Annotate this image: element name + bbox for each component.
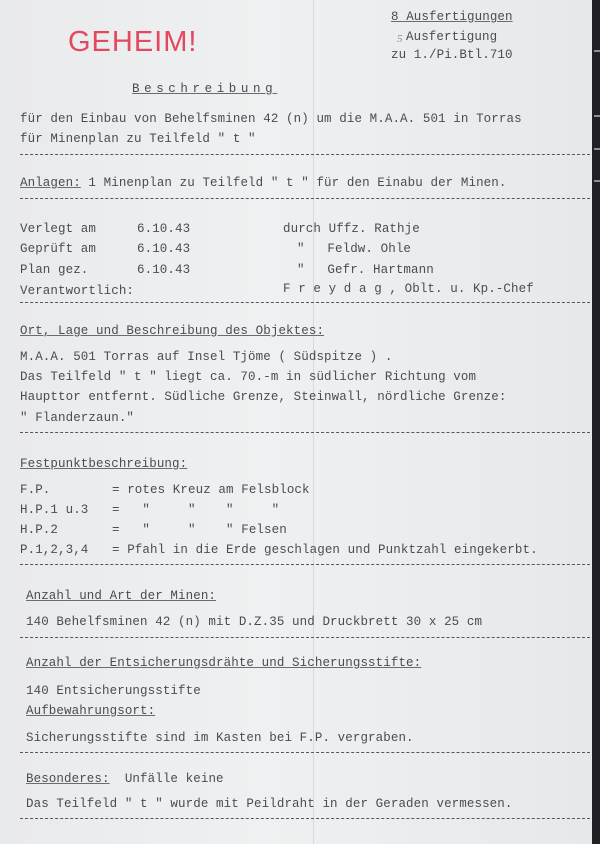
record-date: 6.10.43 (137, 242, 191, 256)
record-label: Geprüft am (20, 242, 97, 256)
secret-stamp: GEHEIM! (68, 26, 198, 58)
divider (20, 818, 590, 819)
festpunkt-heading: Festpunktbeschreibung: (20, 457, 188, 471)
festpunkt-key: H.P.2 (20, 523, 59, 537)
responsible-label: Verantwortlich: (20, 284, 135, 298)
festpunkt-value: = " " " Felsen (112, 523, 287, 537)
storage-text: Sicherungsstifte sind im Kasten bei F.P. vergraben. (26, 731, 414, 745)
anlagen-label: Anlagen: (20, 176, 81, 190)
divider (20, 432, 590, 433)
edge-mark (594, 180, 600, 182)
safety-count: 140 Entsicherungsstifte (26, 684, 201, 698)
location-line: M.A.A. 501 Torras auf Insel Tjöme ( Südspitze ) . (20, 350, 393, 364)
location-line: Haupttor entfernt. Südliche Grenze, Steinwall, nördliche Grenze: (20, 390, 507, 404)
location-line: " Flanderzaun." (20, 411, 135, 425)
festpunkt-key: H.P.1 u.3 (20, 503, 89, 517)
record-date: 6.10.43 (137, 222, 191, 236)
record-date: 6.10.43 (137, 263, 191, 277)
document-title: Beschreibung (132, 82, 278, 96)
festpunkt-value: = " " " " (112, 503, 280, 517)
divider (20, 198, 590, 199)
festpunkt-key: P.1,2,3,4 (20, 543, 89, 557)
intro-line-2: für Minenplan zu Teilfeld " t " (20, 132, 256, 146)
divider (20, 564, 590, 565)
record-by: durch Uffz. Rathje (283, 222, 420, 236)
special-label: Besonderes: (26, 772, 110, 786)
special-text: Unfälle keine (124, 772, 224, 786)
special-note: Das Teilfeld " t " wurde mit Peildraht in der Geraden vermessen. (26, 797, 513, 811)
edge-mark (594, 50, 600, 52)
scan-edge (592, 0, 600, 844)
location-line: Das Teilfeld " t " liegt ca. 70.-m in südlicher Richtung vom (20, 370, 477, 384)
mines-text: 140 Behelfsminen 42 (n) mit D.Z.35 und Druckbrett 30 x 25 cm (26, 615, 483, 629)
responsible-name: F r e y d a g , Oblt. u. Kp.-Chef (283, 282, 534, 296)
record-by: " Gefr. Hartmann (297, 263, 434, 277)
festpunkt-value: = rotes Kreuz am Felsblock (112, 483, 310, 497)
divider (20, 752, 590, 753)
mines-heading: Anzahl und Art der Minen: (26, 589, 217, 603)
special-line (26, 772, 224, 786)
handwritten-copy-number: 5 (397, 33, 403, 45)
anlagen-text: 1 Minenplan zu Teilfeld " t " für den Einabu der Minen. (88, 176, 507, 190)
divider (20, 637, 590, 638)
unit-label: zu 1./Pi.Btl.710 (391, 48, 513, 62)
divider (20, 302, 590, 303)
divider (20, 154, 590, 155)
record-label: Verlegt am (20, 222, 97, 236)
record-label: Plan gez. (20, 263, 89, 277)
record-by: " Feldw. Ohle (297, 242, 412, 256)
paper-fold (313, 0, 314, 844)
intro-line-1: für den Einbau von Behelfsminen 42 (n) um die M.A.A. 501 in Torras (20, 112, 522, 126)
location-heading: Ort, Lage und Beschreibung des Objektes: (20, 324, 325, 338)
edge-mark (594, 115, 600, 117)
edge-mark (594, 148, 600, 150)
copy-label: Ausfertigung (406, 30, 498, 44)
festpunkt-key: F.P. (20, 483, 51, 497)
safety-heading: Anzahl der Entsicherungsdrähte und Sicherungsstifte: (26, 656, 422, 670)
copies-count: 8 Ausfertigungen (391, 10, 513, 24)
storage-label: Aufbewahrungsort: (26, 704, 156, 718)
festpunkt-value: = Pfahl in die Erde geschlagen und Punktzahl eingekerbt. (112, 543, 538, 557)
anlagen-line (20, 176, 507, 190)
